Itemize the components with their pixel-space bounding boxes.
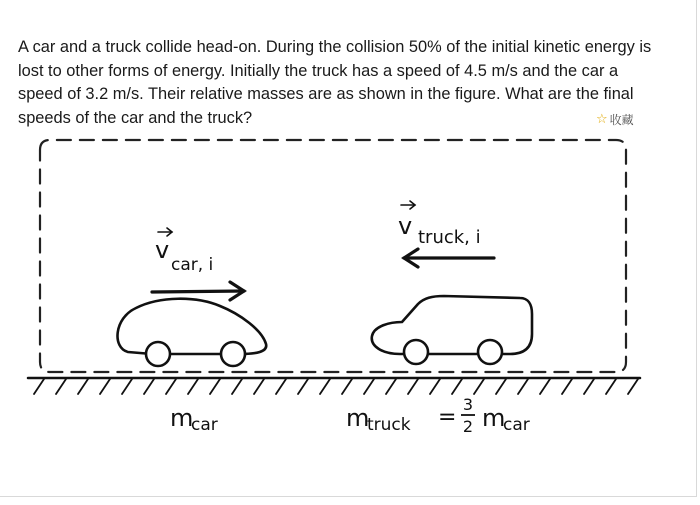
- vector-arrow-icon: [401, 201, 415, 209]
- star-icon: ☆: [596, 112, 608, 127]
- ground-hatching: [34, 379, 638, 394]
- m-car-rhs-symbol: m: [482, 404, 506, 432]
- m-car-symbol: m: [170, 404, 194, 432]
- fraction-numerator: 3: [462, 395, 474, 414]
- vector-arrow-icon: [158, 228, 172, 236]
- truck-front-wheel: [404, 340, 428, 364]
- m-truck-equation: [346, 395, 530, 436]
- m-car-subscript: car: [191, 415, 218, 435]
- m-truck-symbol: m: [346, 404, 370, 432]
- truck-drawing: [372, 296, 532, 364]
- fraction-denominator: 2: [462, 417, 474, 436]
- truck-velocity-arrow: [404, 249, 494, 267]
- v-car-label: [155, 228, 213, 275]
- equals-sign: =: [438, 405, 457, 430]
- v-truck-subscript: truck, i: [418, 227, 481, 248]
- v-car-symbol: v: [155, 236, 170, 264]
- m-car-label: [170, 404, 218, 435]
- car-rear-wheel: [146, 342, 170, 366]
- favorite-label: 收藏: [609, 113, 634, 127]
- truck-rear-wheel: [478, 340, 502, 364]
- car-velocity-arrow: [152, 282, 244, 300]
- car-drawing: [118, 299, 267, 366]
- truck-body: [372, 296, 532, 354]
- v-car-subscript: car, i: [171, 255, 214, 275]
- question-text: A car and a truck collide head-on. During the collision 50% of the initial kinetic energy is lost to other forms of energy. Initially the truck has a speed of 4.5 m/s and the car a speed of 3.2 m/s. Their relative masses are as shown in the figure. What are the final speeds of the car and the truck?: [18, 38, 652, 127]
- m-car-rhs-subscript: car: [503, 415, 530, 435]
- v-truck-label: [398, 201, 481, 248]
- car-body: [118, 299, 267, 354]
- v-truck-symbol: v: [398, 212, 413, 240]
- m-truck-subscript: truck: [367, 415, 411, 435]
- car-front-wheel: [221, 342, 245, 366]
